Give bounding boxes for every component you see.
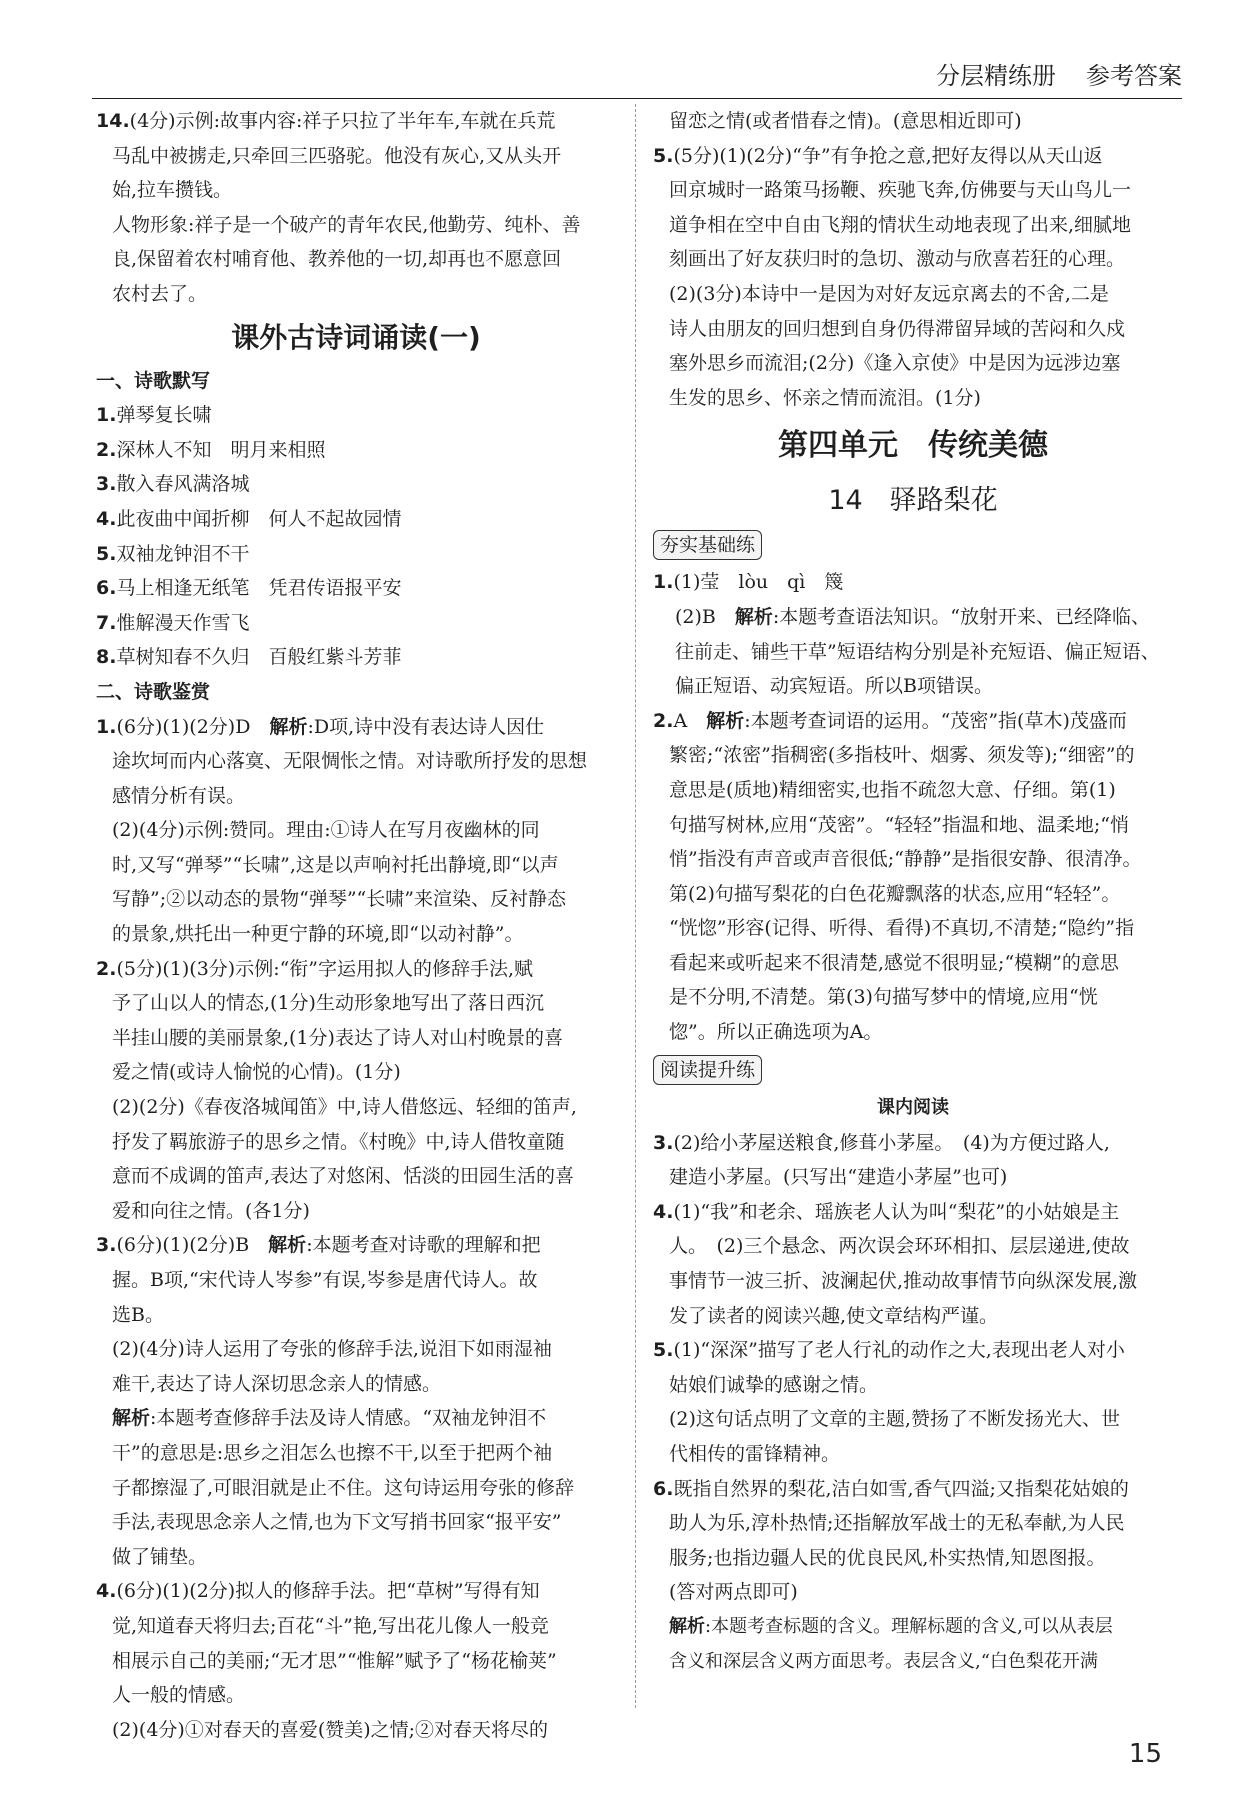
answer-basics-2: 2.A 解析:本题考查词语的运用。“茂密”指(草木)茂盛而 繁密;“浓密”指稠密(多指枝叶、烟雾、须发等);“细密”的 意思是(质地)精细密实,也指不疏忽大意、仔细。第(1) 句描写树林,应用“茂密”。“轻轻”指温和地、温柔地;“悄 悄”指没有声音或声音很低;“静静”是指很安静、很清净。 第(2)句描写梨花的白色花瓣飘落的状态,应用“轻轻”。 “恍惚”形容(记得、听得、看得)不真切,不清楚;“隐约”指 看起来或听起来不很清楚,感觉不很明显;“模糊”的意思 是不分明,不清楚。第(3)句描写梦中的情境,应用“恍 惚”。所以正确选项为A。 xyxy=(653,704,1173,1050)
column-divider xyxy=(635,104,636,1708)
answer-line: 往前走、铺些干草”短语结构分别是补充短语、偏正短语、 xyxy=(675,640,1160,663)
lesson-title: 14 驿路梨花 xyxy=(828,485,998,517)
question-number: 5. xyxy=(653,1339,674,1362)
analysis-label: 解析 xyxy=(734,605,773,628)
answer-basics-1: 1.(1)莹 lòu qì 篾 (2)B 解析:本题考查语法知识。“放射开来、已经降临、 往前走、铺些干草”短语结构分别是补充短语、偏正短语、 偏正短语、动宾短语。所以B项错误。 xyxy=(653,565,1173,703)
analysis-line: 手法,表现思念亲人之情,也为下文写捎书回家“报平安” xyxy=(112,1511,562,1534)
answer-line: 握。B项,“宋代诗人岑参”有误,岑参是唐代诗人。故 xyxy=(112,1269,538,1291)
answer-line: 建造小茅屋。(只写出“建造小茅屋”也可) xyxy=(669,1166,1008,1189)
section-tag-reading: 阅读提升练 xyxy=(653,1055,762,1085)
analysis-line: 干”的意思是:思乡之泪怎么也擦不干,以至于把两个袖 xyxy=(112,1441,553,1464)
left-column xyxy=(96,104,616,1747)
answer-line: 句描写树林,应用“茂密”。“轻轻”指温和地、温柔地;“悄 xyxy=(669,813,1130,836)
analysis-label: 解析 xyxy=(269,715,308,738)
analysis-line: 含义和深层含义两方面思考。表层含义,“白色梨花开满 xyxy=(669,1650,1098,1672)
answer-line: 爱和向往之情。(各1分) xyxy=(112,1199,310,1222)
analysis-label: 解析 xyxy=(268,1234,307,1257)
question-number: 2. xyxy=(653,709,674,732)
answer-key-label: 参考答案 xyxy=(1086,62,1182,90)
question-number: 3. xyxy=(653,1131,674,1154)
answer-line: 事情节一波三折、波澜起伏,推动故事情节向纵深发展,激 xyxy=(669,1270,1138,1293)
answer-reading-5: 5.(1)“深深”描写了老人行礼的动作之大,表现出老人对小 姑娘们诚挚的感谢之情。 (2)这句话点明了文章的主题,赞扬了不断发扬光大、世 代相传的雷锋精神。 xyxy=(653,1333,1173,1471)
answer-line: 抒发了羁旅游子的思乡之情。《村晚》中,诗人借牧童随 xyxy=(112,1130,565,1153)
answer-line: 难干,表达了诗人深切思念亲人的情感。 xyxy=(112,1372,442,1395)
answer-line: 意思是(质地)精细密实,也指不疏忽大意、仔细。第(1) xyxy=(669,778,1116,801)
answer-line: 相展示自己的美丽;“无才思”“惟解”赋予了“杨花榆荚” xyxy=(112,1649,557,1672)
question-number: 1. xyxy=(96,715,117,738)
answer-line: 选B。 xyxy=(112,1303,164,1326)
answer-line: 感情分析有误。 xyxy=(112,784,246,807)
answer-line: 途坎坷而内心落寞、无限惆怅之情。对诗歌所抒发的思想 xyxy=(112,750,588,773)
answer-line: 姑娘们诚挚的感谢之情。 xyxy=(669,1373,879,1396)
answer-line: (答对两点即可) xyxy=(669,1581,798,1604)
answer-line: 爱之情(或诗人愉悦的心情)。(1分) xyxy=(112,1061,401,1084)
answer-reading-4: 4.(1)“我”和老余、瑶族老人认为叫“梨花”的小姑娘是主 人。 (2)三个悬念、两次误会环环相扣、层层递进,使故 事情节一波三折、波澜起伏,推动故事情节向纵深发展,激 发了读者的阅读兴趣,使文章结构严谨。 xyxy=(653,1195,1173,1333)
answer-line: 意而不成调的笛声,表达了对悠闲、恬淡的田园生活的喜 xyxy=(112,1165,575,1188)
answer-line: 写静”;②以动态的景物“弹琴”“长啸”来渲染、反衬静态 xyxy=(112,888,566,911)
answer-line: 予了山以人的情态,(1分)生动形象地写出了落日西沉 xyxy=(112,992,544,1015)
answer-line: (2)这句话点明了文章的主题,赞扬了不断发扬光大、世 xyxy=(669,1408,1120,1431)
list-item: 4.此夜曲中闻折柳 何人不起故园情 xyxy=(96,507,402,530)
answer-line: 始,拉车攒钱。 xyxy=(112,179,233,202)
question-number: 4. xyxy=(96,1580,117,1603)
answer-line: 农村去了。 xyxy=(112,282,208,305)
answer-line: (4分)示例:故事内容:祥子只拉了半年车,车就在兵荒 xyxy=(129,110,556,132)
answer-line: 回京城时一路策马扬鞭、疾驰飞奔,仿佛要与天山鸟儿一 xyxy=(669,179,1132,202)
answer-line: 诗人由朋友的回归想到自身仍得滞留异域的苦闷和久戍 xyxy=(669,317,1126,340)
answer-poem-q2: 2.(5分)(1)(3分)示例:“衔”字运用拟人的修辞手法,赋 予了山以人的情态,(1分)生动形象地写出了落日西沉 半挂山腰的美丽景象,(1分)表达了诗人对山村晚景的喜 爱之情(或诗人愉悦的心情)。(1分) (2)(2分)《春夜洛城闻笛》中,诗人借悠远、轻细的笛声, 抒发了羁旅游子的思乡之情。《村晚》中,诗人借牧童随 意而不成调的笛声,表达了对悠闲、恬淡的田园生活的喜 爱和向往之情。(各1分) xyxy=(96,952,616,1229)
analysis-label: 解析 xyxy=(706,709,745,732)
answer-line: 生发的思乡、怀亲之情而流泪。(1分) xyxy=(669,386,981,409)
answer-line: 人物形象:祥子是一个破产的青年农民,他勤劳、纯朴、善 xyxy=(112,213,581,236)
question-number: 1. xyxy=(653,571,674,594)
answer-line: 半挂山腰的美丽景象,(1分)表达了诗人对山村晚景的喜 xyxy=(112,1026,563,1049)
answer-line: 道争相在空中自由飞翔的情状生动地表现了出来,细腻地 xyxy=(669,213,1132,236)
answer-q14 xyxy=(96,104,616,312)
page-header xyxy=(936,56,1182,91)
answer-line: 悄”指没有声音或声音很低;“静静”是指很安静、很清净。 xyxy=(669,848,1142,871)
answer-line: 代相传的雷锋精神。 xyxy=(669,1443,841,1465)
answer-line: 留恋之情(或者惜春之情)。(意思相近即可) xyxy=(669,110,1022,132)
analysis-line: 子都擦湿了,可眼泪就是止不住。这句诗运用夸张的修辞 xyxy=(112,1476,575,1499)
answer-poem-q5: 5.(5分)(1)(2分)“争”有争抢之意,把好友得以从天山返 回京城时一路策马扬鞭、疾驰飞奔,仿佛要与天山鸟儿一 道争相在空中自由飞翔的情状生动地表现了出来,细腻地 刻画出了好友获归时的急切、激动与欣喜若狂的心理。 (2)(3分)本诗中一是因为对好友远京离去的不舍,二是 诗人由朋友的回归想到自身仍得滞留异域的苦闷和久戍 塞外思乡而流泪;(2分)《逢入京使》中是因为远涉边塞 生发的思乡、怀亲之情而流泪。(1分) xyxy=(653,139,1173,416)
question-number: 3. xyxy=(96,1234,117,1257)
answer-poem-q3: 3.(6分)(1)(2分)B 解析:本题考查对诗歌的理解和把 握。B项,“宋代诗人岑参”有误,岑参是唐代诗人。故 选B。 (2)(4分)诗人运用了夸张的修辞手法,说泪下如雨湿袖 难干,表达了诗人深切思念亲人的情感。 解析:本题考查修辞手法及诗人情感。“双袖龙钟泪不 干”的意思是:思乡之泪怎么也擦不干,以至于把两个袖 子都擦湿了,可眼泪就是止不住。这句诗运用夸张的修辞 手法,表现思念亲人之情,也为下文写捎书回家“报平安” 做了铺垫。 xyxy=(96,1228,616,1574)
answer-line: “恍惚”形容(记得、听得、看得)不真切,不清楚;“隐约”指 xyxy=(669,917,1135,940)
part-title: 二、诗歌鉴赏 xyxy=(96,680,211,703)
answer-line: 时,又写“弹琴”“长啸”,这是以声响衬托出静境,即“以声 xyxy=(112,853,559,876)
answer-line: 马乱中被掳走,只牵回三匹骆驼。他没有灰心,又从头开 xyxy=(112,144,562,167)
answer-line: 觉,知道春天将归去;百花“斗”艳,写出花儿像人一般竞 xyxy=(112,1614,549,1637)
book-title: 分层精练册 xyxy=(936,62,1056,90)
right-column xyxy=(653,104,1173,1679)
question-number: 6. xyxy=(653,1477,674,1500)
header-rule xyxy=(92,98,1182,99)
list-item: 5.双袖龙钟泪不干 xyxy=(96,542,250,565)
analysis-line: 做了铺垫。 xyxy=(112,1545,208,1568)
list-item: 6.马上相逢无纸笔 凭君传语报平安 xyxy=(96,577,402,600)
question-number: 14. xyxy=(96,110,130,132)
answer-line: 看起来或听起来不很清楚,感觉不很明显;“模糊”的意思 xyxy=(669,951,1119,974)
answer-line: 人一般的情感。 xyxy=(112,1684,246,1707)
list-item: 2.深林人不知 明月来相照 xyxy=(96,438,326,461)
answer-line: (2)(4分)诗人运用了夸张的修辞手法,说泪下如雨湿袖 xyxy=(112,1338,552,1361)
answer-poem-q4: 4.(6分)(1)(2分)拟人的修辞手法。把“草树”写得有知 觉,知道春天将归去;百花“斗”艳,写出花儿像人一般竞 相展示自己的美丽;“无才思”“惟解”赋予了“杨花榆荚” 人一般的情感。 (2)(4分)①对春天的喜爱(赞美)之情;②对春天将尽的 xyxy=(96,1574,616,1747)
recitation-list xyxy=(96,398,616,675)
section-tag-basics: 夯实基础练 xyxy=(653,530,762,560)
answer-line: 繁密;“浓密”指稠密(多指枝叶、烟雾、须发等);“细密”的 xyxy=(669,744,1135,767)
answer-poem-q1: 1.(6分)(1)(2分)D 解析:D项,诗中没有表达诗人因仕 途坎坷而内心落寞、无限惆怅之情。对诗歌所抒发的思想 感情分析有误。 (2)(4分)示例:赞同。理由:①诗人在写月夜幽林的同 时,又写“弹琴”“长啸”,这是以声响衬托出静境,即“以声 写静”;②以动态的景物“弹琴”“长啸”来渲染、反衬静态 的景象,烘托出一种更宁静的环境,即“以动衬静”。 xyxy=(96,710,616,952)
question-number: 2. xyxy=(96,957,117,980)
unit-title: 第四单元 传统美德 xyxy=(778,428,1048,464)
section-title: 课外古诗词诵读(一) xyxy=(231,320,481,354)
answer-line: 惚”。所以正确选项为A。 xyxy=(669,1021,883,1044)
answer-line: 塞外思乡而流泪;(2分)《逢入京使》中是因为远涉边塞 xyxy=(669,352,1121,375)
answer-line: 人。 (2)三个悬念、两次误会环环相扣、层层递进,使故 xyxy=(669,1235,1130,1258)
question-number: 5. xyxy=(653,144,674,167)
list-item: 1.弹琴复长啸 xyxy=(96,404,212,427)
answer-line: 第(2)句描写梨花的白色花瓣飘落的状态,应用“轻轻”。 xyxy=(669,882,1121,905)
answer-reading-3: 3.(2)给小茅屋送粮食,修葺小茅屋。 (4)为方便过路人, 建造小茅屋。(只写出“建造小茅屋”也可) xyxy=(653,1126,1173,1195)
reading-subtitle: 课内阅读 xyxy=(877,1096,949,1118)
answer-line: 发了读者的阅读兴趣,使文章结构严谨。 xyxy=(669,1304,999,1327)
answer-line: 服务;也指边疆人民的优良民风,朴实热情,知恩图报。 xyxy=(669,1546,1106,1569)
answer-line: 的景象,烘托出一种更宁静的环境,即“以动衬静”。 xyxy=(112,923,524,946)
list-item: 7.惟解漫天作雪飞 xyxy=(96,611,250,634)
answer-line: 良,保留着农村哺育他、教养他的一切,却再也不愿意回 xyxy=(112,248,562,271)
list-item: 3.散入春风满洛城 xyxy=(96,473,250,496)
answer-line: (2)(4分)①对春天的喜爱(赞美)之情;②对春天将尽的 xyxy=(112,1718,549,1741)
analysis-label: 解析 xyxy=(669,1615,705,1637)
answer-line: 偏正短语、动宾短语。所以B项错误。 xyxy=(675,675,993,698)
answer-line: (2)(4分)示例:赞同。理由:①诗人在写月夜幽林的同 xyxy=(112,819,540,842)
question-number: 4. xyxy=(653,1200,674,1223)
page-number: 15 xyxy=(1128,1739,1162,1769)
answer-line: 是不分明,不清楚。第(3)句描写梦中的情境,应用“恍 xyxy=(669,986,1098,1009)
answer-line: (2)(2分)《春夜洛城闻笛》中,诗人借悠远、轻细的笛声, xyxy=(112,1096,577,1119)
answer-line: (2)(3分)本诗中一是因为对好友远京离去的不舍,二是 xyxy=(669,282,1109,305)
analysis-label: 解析 xyxy=(112,1407,151,1430)
part-title: 一、诗歌默写 xyxy=(96,369,211,392)
list-item: 8.草树知春不久归 百般红紫斗芳菲 xyxy=(96,646,402,669)
answer-line: 助人为乐,淳朴热情;还指解放军战士的无私奉献,为人民 xyxy=(669,1512,1125,1535)
answer-reading-6: 6.既指自然界的梨花,洁白如雪,香气四溢;又指梨花姑娘的 助人为乐,淳朴热情;还指解放军战士的无私奉献,为人民 服务;也指边疆人民的优良民风,朴实热情,知恩图报。 (答对两点即可) 解析:本题考查标题的含义。理解标题的含义,可以从表层 含义和深层含义两方面思考。表层含义,“白色梨花开满 xyxy=(653,1472,1173,1680)
answer-line: 刻画出了好友获归时的急切、激动与欣喜若狂的心理。 xyxy=(669,248,1126,271)
